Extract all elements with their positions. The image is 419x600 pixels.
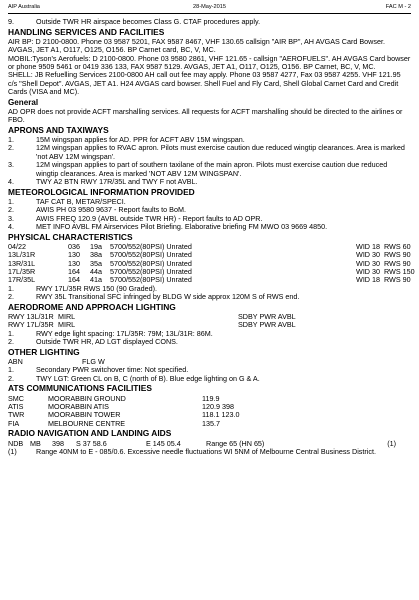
ats-frequency: 118.1 123.0	[202, 410, 240, 420]
runway-strength: 5700/552(80PSI) Unrated	[110, 275, 192, 285]
item-text: 12M wingspan applies to part of southern taxilane of the main apron. Pilots must exercise caution due reduced wingtip clearances. Area is marked 'NOT ABV 12M WINGSPAN'.	[36, 160, 388, 178]
list-item	[8, 144, 411, 161]
ats-service: FIA	[8, 418, 20, 428]
lighting-runway: RWY 13L/31R	[8, 312, 54, 322]
item-text: AWIS FREQ 120.9 (AVBL outside TWR HR) - Report faults to AD OPR.	[36, 213, 263, 223]
runway-strip: RWS 150	[384, 267, 415, 277]
runway-pcn: 19a	[90, 241, 102, 251]
table-row	[8, 420, 411, 428]
aprons-heading: APRONS AND TAXIWAYS	[8, 124, 109, 135]
list-item	[8, 161, 411, 178]
item-text: TWY LGT: Green CL on B, C (north of B). Blue edge lighting on G & A.	[36, 373, 260, 383]
radio-heading: RADIO NAVIGATION AND LANDING AIDS	[8, 428, 172, 439]
met-heading: METEOROLOGICAL INFORMATION PROVIDED	[8, 186, 195, 197]
standby-power: SDBY PWR AVBL	[238, 312, 296, 322]
runway-pcn: 41a	[90, 275, 102, 285]
item-text: 15M wingspan applies for AD. PPR for ACFT ABV 15M wingspan.	[36, 135, 245, 144]
item-number: 1.	[8, 365, 14, 375]
runway-width: WID 30	[356, 250, 380, 260]
list-item	[8, 293, 411, 301]
navaid-longitude: E 145 05.4	[146, 438, 181, 448]
header-date: 28-May-2015	[193, 4, 226, 10]
item-number: 2.	[8, 205, 14, 215]
item-text: TWY A2 BTN RWY 17R/35L and TWY F not AVBL.	[36, 177, 198, 187]
runway-width: WID 30	[356, 267, 380, 277]
intro-item	[8, 18, 411, 26]
lighting-type: MIRL	[58, 312, 76, 322]
runway-width: WID 30	[356, 258, 380, 268]
item-number: 2.	[8, 373, 14, 383]
list-item	[8, 178, 411, 186]
navaid-type: NDB	[8, 438, 24, 448]
item-text: Outside TWR HR, AD LGT displayed CONS.	[36, 337, 178, 347]
item-number: 2.	[8, 337, 14, 347]
runway-strip: RWS 90	[384, 250, 411, 260]
other-lighting-heading: OTHER LIGHTING	[8, 346, 80, 357]
handling-heading: HANDLING SERVICES AND FACILITIES	[8, 26, 165, 37]
item-number: 1.	[8, 328, 14, 338]
ats-callsign: MOORABBIN TOWER	[48, 410, 121, 420]
physical-heading: PHYSICAL CHARACTERISTICS	[8, 231, 133, 242]
ats-frequency: 119.9	[202, 393, 220, 403]
handling-shell: SHELL: JB Refuelling Services 2100-0800 AH call out fee may apply. Phone 03 9587 4277, Fax 03 9587 4255. VHF 121.95 c/s "Shell Depot". AVGAS, JET A1. H24 AVGAS card bowser. Shell Fuel and Fly Card, Shell Global Carnet Card and Credit Cards (VISA and MC).	[8, 70, 401, 97]
list-item	[8, 223, 411, 231]
item-number: 3.	[8, 213, 14, 223]
general-text: AD OPR does not provide ACFT marshalling services. All requests for ACFT marshalling should be directed to the airlines or FBO.	[8, 106, 403, 125]
abn-label: ABN	[8, 357, 23, 367]
ats-frequency: 135.7	[202, 418, 220, 428]
item-text: Outside TWR HR airspace becomes Class G. CTAF procedures apply.	[36, 17, 261, 26]
runway-heading: 164	[68, 275, 80, 285]
navaid-latitude: S 37 58.6	[76, 438, 107, 448]
runway-width: WID 18	[356, 241, 380, 251]
ats-service: ATIS	[8, 402, 24, 412]
ats-heading: ATS COMMUNICATIONS FACILITIES	[8, 383, 152, 394]
runway-heading: 036	[68, 241, 80, 251]
general-heading: General	[8, 97, 39, 107]
lighting-runway: RWY 17L/35R	[8, 320, 54, 330]
item-number: 1.	[8, 196, 14, 206]
item-number: 1.	[8, 135, 14, 144]
handling-airbp: AIR BP: D 2100-0800. Phone 03 9587 5201, FAX 9587 8467, VHF 130.65 callsign "AIR BP", AH AVGAS Card Bowser. AVGAS, JET A1, O117, O125, O156. BP Carnet card, BC, V, MC.	[8, 36, 385, 55]
runway-pcn: 35a	[90, 258, 102, 268]
ats-service: SMC	[8, 393, 24, 403]
item-text: RWY 35L Transitional SFC infringed by BLDG W side approx 120M S of RWS end.	[36, 292, 300, 302]
ats-callsign: MOORABBIN GROUND	[48, 393, 126, 403]
page-header	[8, 4, 411, 11]
ats-service: TWR	[8, 410, 25, 420]
item-number: 1.	[8, 283, 14, 293]
header-left: AIP Australia	[8, 4, 40, 10]
runway-strength: 5700/552(80PSI) Unrated	[110, 241, 192, 251]
ats-callsign: MOORABBIN ATIS	[48, 402, 109, 412]
runway-heading: 130	[68, 258, 80, 268]
item-number: 3.	[8, 160, 14, 170]
item-text: TAF CAT B, METAR/SPECI.	[36, 196, 126, 206]
item-text: Secondary PWR switchover time: Not specified.	[36, 365, 189, 375]
document-page	[8, 4, 415, 457]
list-item	[8, 338, 411, 346]
runway-strength: 5700/552(80PSI) Unrated	[110, 250, 192, 260]
lighting-heading: AERODROME AND APPROACH LIGHTING	[8, 301, 176, 312]
runway-strength: 5700/552(80PSI) Unrated	[110, 258, 192, 268]
runway-id: 17R/35L	[8, 275, 36, 285]
ats-callsign: MELBOURNE CENTRE	[48, 418, 126, 428]
runway-pcn: 44a	[90, 267, 102, 277]
runway-heading: 164	[68, 267, 80, 277]
item-number: 9.	[8, 17, 14, 26]
item-text: MET INFO AVBL FM Airservices Pilot Briefing. Elaborative briefing FM MWO 03 9669 4850.	[36, 222, 328, 232]
navaid-ident: MB	[30, 438, 41, 448]
runway-heading: 130	[68, 250, 80, 260]
runway-strip: RWS 90	[384, 275, 411, 285]
navaid-note-ref: (1)	[387, 438, 396, 448]
abn-value: FLG W	[82, 357, 105, 367]
item-number: (1)	[8, 447, 17, 457]
item-text: RWY 17L/35R RWS 150 (90 Graded).	[36, 283, 158, 293]
runway-strength: 5700/552(80PSI) Unrated	[110, 267, 192, 277]
lighting-type: MIRL	[58, 320, 76, 330]
list-item	[8, 448, 411, 456]
runway-width: WID 18	[356, 275, 380, 285]
item-text: RWY edge light spacing: 17L/35R: 79M; 13L/31R: 86M.	[36, 328, 213, 338]
navaid-frequency: 398	[52, 438, 64, 448]
header-rule	[8, 13, 411, 14]
item-number: 4.	[8, 177, 14, 187]
item-number: 2.	[8, 292, 14, 302]
item-number: 2.	[8, 143, 14, 153]
runway-strip: RWS 60	[384, 241, 411, 251]
runway-id: 13R/31L	[8, 258, 36, 268]
runway-pcn: 38a	[90, 250, 102, 260]
item-text: Range 40NM to E - 085/0.6. Excessive needle fluctuations WI 5NM of Melbourne Central Business District.	[36, 447, 376, 457]
item-text: 12M wingspan applies to RVAC apron. Pilots must exercise caution due reduced wingtip clearances. Area is marked 'not ABV 12M wingspan'.	[36, 143, 405, 161]
header-page-ref: FAC M - 2	[385, 4, 411, 10]
standby-power: SDBY PWR AVBL	[238, 320, 296, 330]
item-text: AWIS PH 03 9580 9637 - Report faults to BoM.	[36, 205, 186, 215]
navaid-range: Range 65 (HN 65)	[206, 438, 265, 448]
runway-id: 17L/35R	[8, 267, 36, 277]
handling-mobil: MOBIL:Tyson's Aerofuels: D 2100-0800. Phone 03 9580 2861, VHF 121.65 - callsign "AEROFUELS". AH AVGAS Card bowser or phone 9509 5461 or 0419 336 133, FAX 9587 5129. AVGAS, JET A1, O117, O125, O156. BP Carnet, BC, V, MC.	[8, 53, 411, 71]
runway-id: 13L/31R	[8, 250, 36, 260]
ats-frequency: 120.9 398	[202, 402, 234, 412]
runway-id: 04/22	[8, 241, 26, 251]
item-number: 4.	[8, 222, 14, 232]
runway-strip: RWS 90	[384, 258, 411, 268]
list-item	[8, 375, 411, 383]
